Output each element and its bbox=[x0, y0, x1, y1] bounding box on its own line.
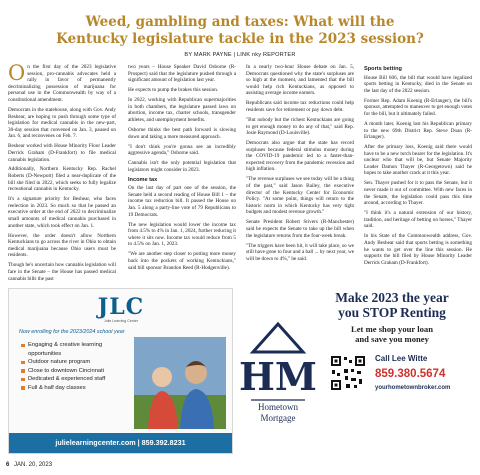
children-photo bbox=[134, 337, 226, 429]
hometown-mortgage-logo bbox=[239, 294, 317, 434]
jlc-enrolling-text: Now enrolling for the 2023/2024 school year bbox=[19, 329, 125, 335]
paragraph: In 2022, working with Republican supermajorities in both chambers, the legislature passed laws on abortion, income tax, charter schools, transgender athletes, and unemployment benefits. bbox=[128, 97, 236, 123]
paragraph: Cannabis isn't the only potential legislation that legislators might consider in 2023. bbox=[128, 160, 236, 173]
article-body bbox=[8, 61, 474, 282]
hometown-mortgage-advertisement[interactable] bbox=[239, 284, 474, 454]
paragraph: Though he's uncertain how cannabis legislation will fare in the Senate – the House has passed medical cannabis bills the past bbox=[8, 262, 116, 282]
qr-code-icon[interactable] bbox=[329, 354, 367, 392]
byline: BY MARK PAYNE | LINK nky REPORTER bbox=[184, 52, 296, 58]
paragraph: "We are another step closer to putting more money back into the pockets of working Kentuckians," said bill sponsor Brandon Reed (R-Hodgenville). bbox=[128, 251, 236, 271]
section-subhead-income-tax: Income tax bbox=[128, 176, 158, 183]
list-item: Full & half day classes bbox=[21, 384, 131, 393]
paragraph: Republicans said income tax reductions could help residents save for retirement or pay down debt. bbox=[246, 100, 354, 113]
article-headline bbox=[40, 14, 440, 48]
paragraph: "I think it's a natural extension of our history, tradition, and heritage of betting on horses," Thayer said. bbox=[364, 210, 472, 230]
article-column-4 bbox=[364, 64, 472, 264]
paragraph: Democrats in the statehouse, along with Gov. Andy Beshear, are hoping to push through some type of legislation for medical cannabis in the new-part, 30-day session that convened on Jan. 3, paused on Jan. 6, and reconvenes on Feb. 7. bbox=[8, 106, 116, 140]
svg-text:Hometown: Hometown bbox=[258, 402, 298, 412]
paragraph: On the last day of part one of the session, the Senate held a second reading of House Bill 1 – the income tax reduction bill. It passed the House on Jan. 5 along a party-line vote of 79 Republicans to 19 Democrats. bbox=[128, 185, 236, 218]
headline-line-1: Weed, gambling and taxes: What will the bbox=[85, 14, 395, 30]
page-footer bbox=[6, 462, 52, 468]
paragraph: Sen. Thayer pushed for it to pass the Senate, but it never made it out of committee. With new faces in the Senate, the legislation could pass this time around, according to Thayer. bbox=[364, 180, 472, 207]
article-column-2 bbox=[128, 64, 236, 271]
paragraph: However, the order doesn't allow Northern Kentuckians to go across the river in Ohio to obtain medical marijuana because Ohio users must be residents. bbox=[8, 232, 116, 259]
jlc-logo-subtitle: Julie Learning Center bbox=[103, 319, 139, 323]
article-column-1 bbox=[8, 61, 116, 282]
paragraph: "The revenue surpluses we see today will be a thing of the past," said Jason Bailey, the executive director of the Kentucky Center for Economic Policy. "At some point, things will return to the historic norm in which Kentucky has very tight budgets and modest revenue growth." bbox=[246, 176, 354, 216]
paragraph: "But nobody but the richest Kentuckians are going to get enough money to do any of that," said Rep. Josie Raymond (D-Louisville). bbox=[246, 116, 354, 137]
article-column-3 bbox=[246, 64, 354, 264]
hm-website-link[interactable]: yourhometownbroker.com bbox=[375, 385, 451, 391]
jlc-advertisement[interactable] bbox=[8, 288, 233, 454]
hm-call-label: Call Lee Witte bbox=[375, 354, 428, 363]
paragraph: Senate President Robert Stivers (R-Manchester) said he expects the Senate to take up the bill when the legislature returns from the four-week break. bbox=[246, 219, 354, 239]
paragraph: It's a signature priority for Beshear, who faces reelection in 2023. So much so that he passed an executive order at the end of 2022 to decriminalize small amounts of medical cannabis purchased in another state, which took effect on Jan. 1. bbox=[8, 196, 116, 229]
paragraph: House Bill 606, the bill that would have legalized sports betting in Kentucky, died in the Senate on the last day of the 2022 session. bbox=[364, 74, 472, 94]
paragraph: In his State of the Commonwealth address, Gov. Andy Beshear said that sports betting is something he wants to get over the line this session. He supports the bill filed by House Minority Leader Derrick Graham (D-Frankfort). bbox=[364, 233, 472, 266]
list-item: Engaging & creative learning opportunities bbox=[21, 341, 131, 358]
paragraph: In a nearly two-hour House debate on Jan. 5, Democrats questioned why the state's surpluses are so high at the moment, and lamented that the bill would help rich Kentuckians, as opposed to assisting average income earners. bbox=[246, 64, 354, 97]
paragraph: Democrats also argue that the state has record surpluses because federal stimulus money during the COVID-19 pandemic led to a faster-than-expected recovery from the pandemic recession and high inflation. bbox=[246, 140, 354, 173]
list-item: Dedicated & experienced staff bbox=[21, 375, 131, 384]
paragraph: Former Rep. Adam Koenig (R-Erlanger), the bill's sponsor, attempted to maneuver to get enough votes for the bill, but it ultimately failed. bbox=[364, 97, 472, 117]
paragraph: "The triggers have been hit, it will take place, so we still have gone to four and a ball ... by next year, we will be down to 4%," he said. bbox=[246, 242, 354, 262]
jlc-feature-list bbox=[21, 341, 131, 393]
paragraph: Osborne thinks the best path forward is slowing down and taking a more measured approach. bbox=[128, 126, 236, 140]
hm-headline: Make 2023 the year you STOP Renting bbox=[335, 290, 449, 320]
paragraph: On the first day of the 2023 legislative session, pro-cannabis advocates held a rally in favor of permanently decriminalizing possession of marijuana for personal use in the Commonwealth by way of a constitutional amendment. bbox=[8, 61, 116, 103]
dropcap: O bbox=[8, 61, 26, 85]
issue-date: JAN. 20, 2023 bbox=[14, 462, 53, 468]
paragraph: Additionally, Northern Kentucky Rep. Rachel Roberts (D-Newport) filed a near-duplicate of the bill she filed in 2022, which seeks to fully legalize recreational cannabis in Kentucky. bbox=[8, 166, 116, 193]
hm-subheadline: Let me shop your loan and save you money bbox=[351, 324, 433, 344]
list-item: Close to downtown Cincinnati bbox=[21, 367, 131, 376]
hm-phone-number[interactable]: 859.380.5674 bbox=[375, 368, 446, 380]
svg-text:Mortgage: Mortgage bbox=[260, 413, 296, 423]
paragraph: He expects to pump the brakes this session. bbox=[128, 87, 219, 94]
paragraph: The new legislation would lower the income tax from 4.5% to 4% in Jan. 1, 2024, further reducing it where it sits now. Income tax would reduce from 5 to 4.5% on Jan. 1, 2023. bbox=[128, 221, 236, 248]
headline-line-2: Kentucky legislature tackle in the 2023 session? bbox=[56, 31, 424, 47]
jlc-logo: JLC Julie Learning Center bbox=[81, 295, 161, 323]
list-item: Outdoor nature program bbox=[21, 358, 131, 367]
page-number: 6 bbox=[6, 462, 10, 468]
jlc-footer-contact[interactable]: julielearningcenter.com | 859.392.8231 bbox=[9, 433, 232, 453]
paragraph: Beshear worked with House Minority Floor Leader Derrick Graham (D-Frankfort) to file medical cannabis legislation. bbox=[8, 143, 116, 163]
paragraph: A month later, Koenig lost his Republican primary to the new 69th District Rep. Steve Doan (R-Erlanger). bbox=[364, 120, 472, 141]
paragraph: "I don't think you're gonna see an incredibly aggressive agenda," Osborne said. bbox=[128, 143, 236, 157]
svg-text:HM: HM bbox=[239, 354, 317, 399]
section-subhead-sports-betting: Sports betting bbox=[364, 66, 402, 72]
paragraph: After the primary loss, Koenig said there would have to be a new torch bearer for the legislation. It's unclear who that will be, but Senate Majority Leader Damon Thayer (R-Georgetown) said he hopes to take another crack at it this year. bbox=[364, 144, 472, 177]
paragraph: two years – House Speaker David Osborne (R-Prospect) said that the legislature pushed through a significant amount of legislation last year. bbox=[128, 64, 236, 84]
